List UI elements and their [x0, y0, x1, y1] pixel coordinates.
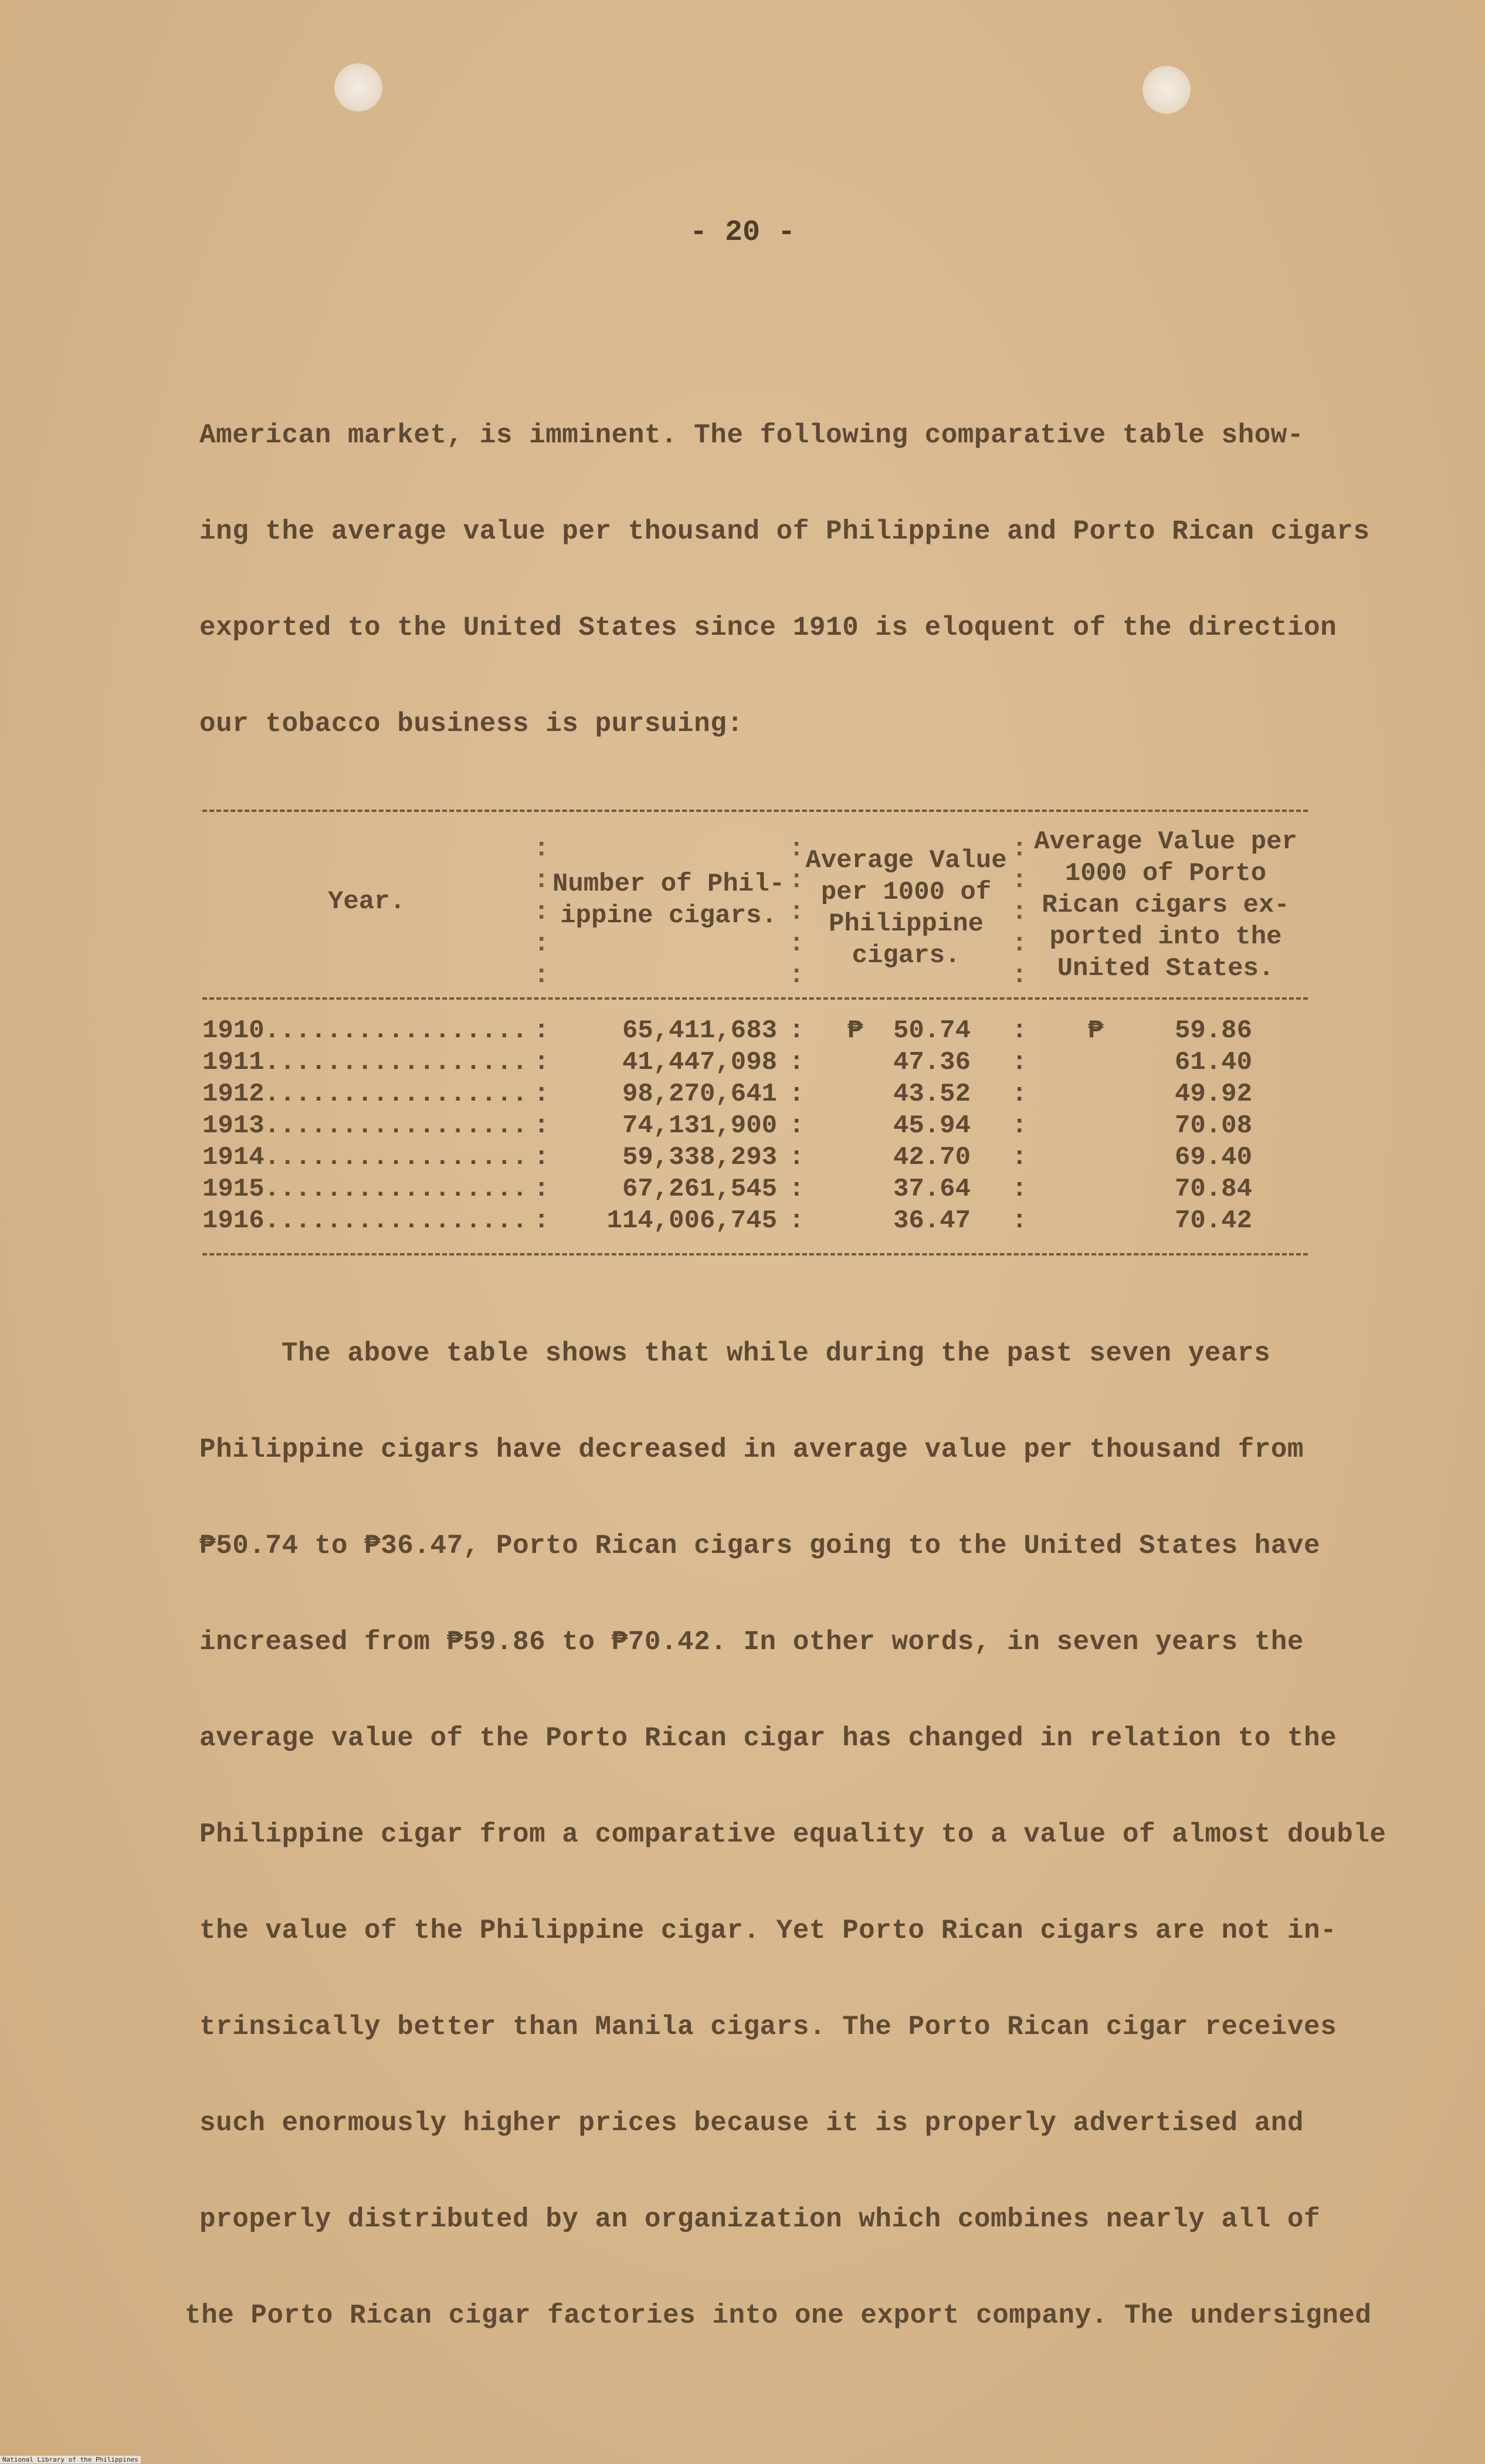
cell-year: 1913................. — [202, 1111, 528, 1140]
cell-average-porto-rico: 69.40 — [1174, 1143, 1252, 1172]
cell-separator: : — [534, 1143, 550, 1172]
text-line: exported to the United States since 1910 is eloquent of the direction — [199, 612, 1337, 643]
cell-number: 41,447,098 — [622, 1048, 777, 1077]
cell-average-philippine: 47.36 — [893, 1048, 971, 1077]
page-number: - 20 - — [689, 216, 796, 249]
header-year: Year. — [327, 887, 406, 916]
cell-separator: : — [1012, 1048, 1028, 1077]
text-line: American market, is imminent. The following comparative table show- — [199, 420, 1304, 451]
text-line: the Porto Rican cigar factories into one export company. The undersigned — [185, 2300, 1372, 2331]
cell-average-philippine: 50.74 — [893, 1016, 971, 1045]
cell-separator: : — [534, 1016, 550, 1045]
cell-year: 1911................. — [202, 1048, 528, 1077]
cell-separator: : — [1012, 1206, 1028, 1236]
peso-sign: ₱ — [1088, 1016, 1104, 1045]
intro-paragraph — [199, 387, 1370, 772]
header-number: Number of Phil- ippine cigars. — [552, 869, 785, 930]
header-average-porto-rico: Average Value per 1000 of Porto Rican cigars ex- ported into the United States. — [1034, 827, 1297, 983]
cell-average-philippine: 43.52 — [893, 1079, 971, 1109]
cell-number: 65,411,683 — [622, 1016, 777, 1045]
table-row — [202, 1015, 1308, 1047]
cell-separator: : — [789, 1079, 805, 1109]
cell-separator: : — [789, 1111, 805, 1140]
table-row — [202, 1205, 1308, 1237]
cell-year: 1916................. — [202, 1206, 528, 1236]
cell-average-philippine: 45.94 — [893, 1111, 971, 1140]
cell-year: 1910................. — [202, 1016, 528, 1045]
cell-separator: : — [1012, 1111, 1028, 1140]
text-line: ing the average value per thousand of Philippine and Porto Rican cigars — [199, 516, 1370, 547]
punch-hole-left — [334, 63, 382, 111]
archive-footer: National Library of the Philippines — [0, 2456, 141, 2463]
cell-average-porto-rico: 49.92 — [1174, 1079, 1252, 1109]
cell-separator: : — [1012, 1016, 1028, 1045]
text-line: ₱50.74 to ₱36.47, Porto Rican cigars going to the United States have — [199, 1531, 1321, 1561]
cell-average-philippine: 42.70 — [893, 1143, 971, 1172]
cell-year: 1914................. — [202, 1143, 528, 1172]
table-row — [202, 1047, 1308, 1078]
table-header — [202, 821, 1308, 1009]
text-line: our tobacco business is pursuing: — [199, 709, 744, 739]
cell-separator: : — [534, 1175, 550, 1204]
header-average-philippine: Average Value per 1000 of Philippine cigars. — [805, 846, 1007, 970]
cell-average-philippine: 36.47 — [893, 1206, 971, 1236]
peso-sign: ₱ — [847, 1016, 863, 1045]
text-line: the value of the Philippine cigar. Yet Porto Rican cigars are not in- — [199, 1915, 1337, 1946]
header-separator: : : : : : — [789, 834, 805, 990]
table-top-rule — [202, 810, 1308, 812]
cell-separator: : — [534, 1206, 550, 1236]
header-separator: : : : : : — [1012, 834, 1028, 990]
cell-separator: : — [789, 1175, 805, 1204]
cell-number: 114,006,745 — [606, 1206, 777, 1236]
cell-average-porto-rico: 59.86 — [1174, 1016, 1252, 1045]
header-separator: : : : : : — [534, 834, 550, 990]
text-line: properly distributed by an organization which combines nearly all of — [199, 2204, 1321, 2235]
cell-average-philippine: 37.64 — [893, 1175, 971, 1204]
cell-average-porto-rico: 70.42 — [1174, 1206, 1252, 1236]
text-line: trinsically better than Manila cigars. The Porto Rican cigar receives — [199, 2012, 1337, 2042]
table-row — [202, 1078, 1308, 1110]
text-line: average value of the Porto Rican cigar has changed in relation to the — [199, 1723, 1337, 1754]
cell-separator: : — [789, 1206, 805, 1236]
cell-separator: : — [789, 1143, 805, 1172]
cell-number: 59,338,293 — [622, 1143, 777, 1172]
text-line: increased from ₱59.86 to ₱70.42. In other words, in seven years the — [199, 1627, 1304, 1657]
cell-separator: : — [789, 1048, 805, 1077]
cell-number: 67,261,545 — [622, 1175, 777, 1204]
text-line: Philippine cigar from a comparative equality to a value of almost double — [199, 1819, 1386, 1850]
cell-average-porto-rico: 61.40 — [1174, 1048, 1252, 1077]
punch-hole-right — [1142, 66, 1191, 114]
body-paragraph — [185, 1305, 1386, 2364]
cell-number: 74,131,900 — [622, 1111, 777, 1140]
cell-separator: : — [789, 1016, 805, 1045]
cell-separator: : — [534, 1079, 550, 1109]
cell-average-porto-rico: 70.08 — [1174, 1111, 1252, 1140]
cell-separator: : — [1012, 1143, 1028, 1172]
cell-year: 1915................. — [202, 1175, 528, 1204]
table-row — [202, 1142, 1308, 1173]
cell-year: 1912................. — [202, 1079, 528, 1109]
cell-separator: : — [1012, 1079, 1028, 1109]
text-line: Philippine cigars have decreased in average value per thousand from — [199, 1434, 1304, 1465]
text-line: such enormously higher prices because it is properly advertised and — [199, 2108, 1304, 2138]
table-row — [202, 1110, 1308, 1142]
cell-separator: : — [534, 1111, 550, 1140]
table-header-rule — [202, 997, 1308, 1000]
table-bottom-rule — [202, 1253, 1308, 1255]
cell-separator: : — [534, 1048, 550, 1077]
cell-number: 98,270,641 — [622, 1079, 777, 1109]
cell-average-porto-rico: 70.84 — [1174, 1175, 1252, 1204]
table-row — [202, 1173, 1308, 1205]
text-line: The above table shows that while during the past seven years — [282, 1338, 1271, 1369]
cell-separator: : — [1012, 1175, 1028, 1204]
